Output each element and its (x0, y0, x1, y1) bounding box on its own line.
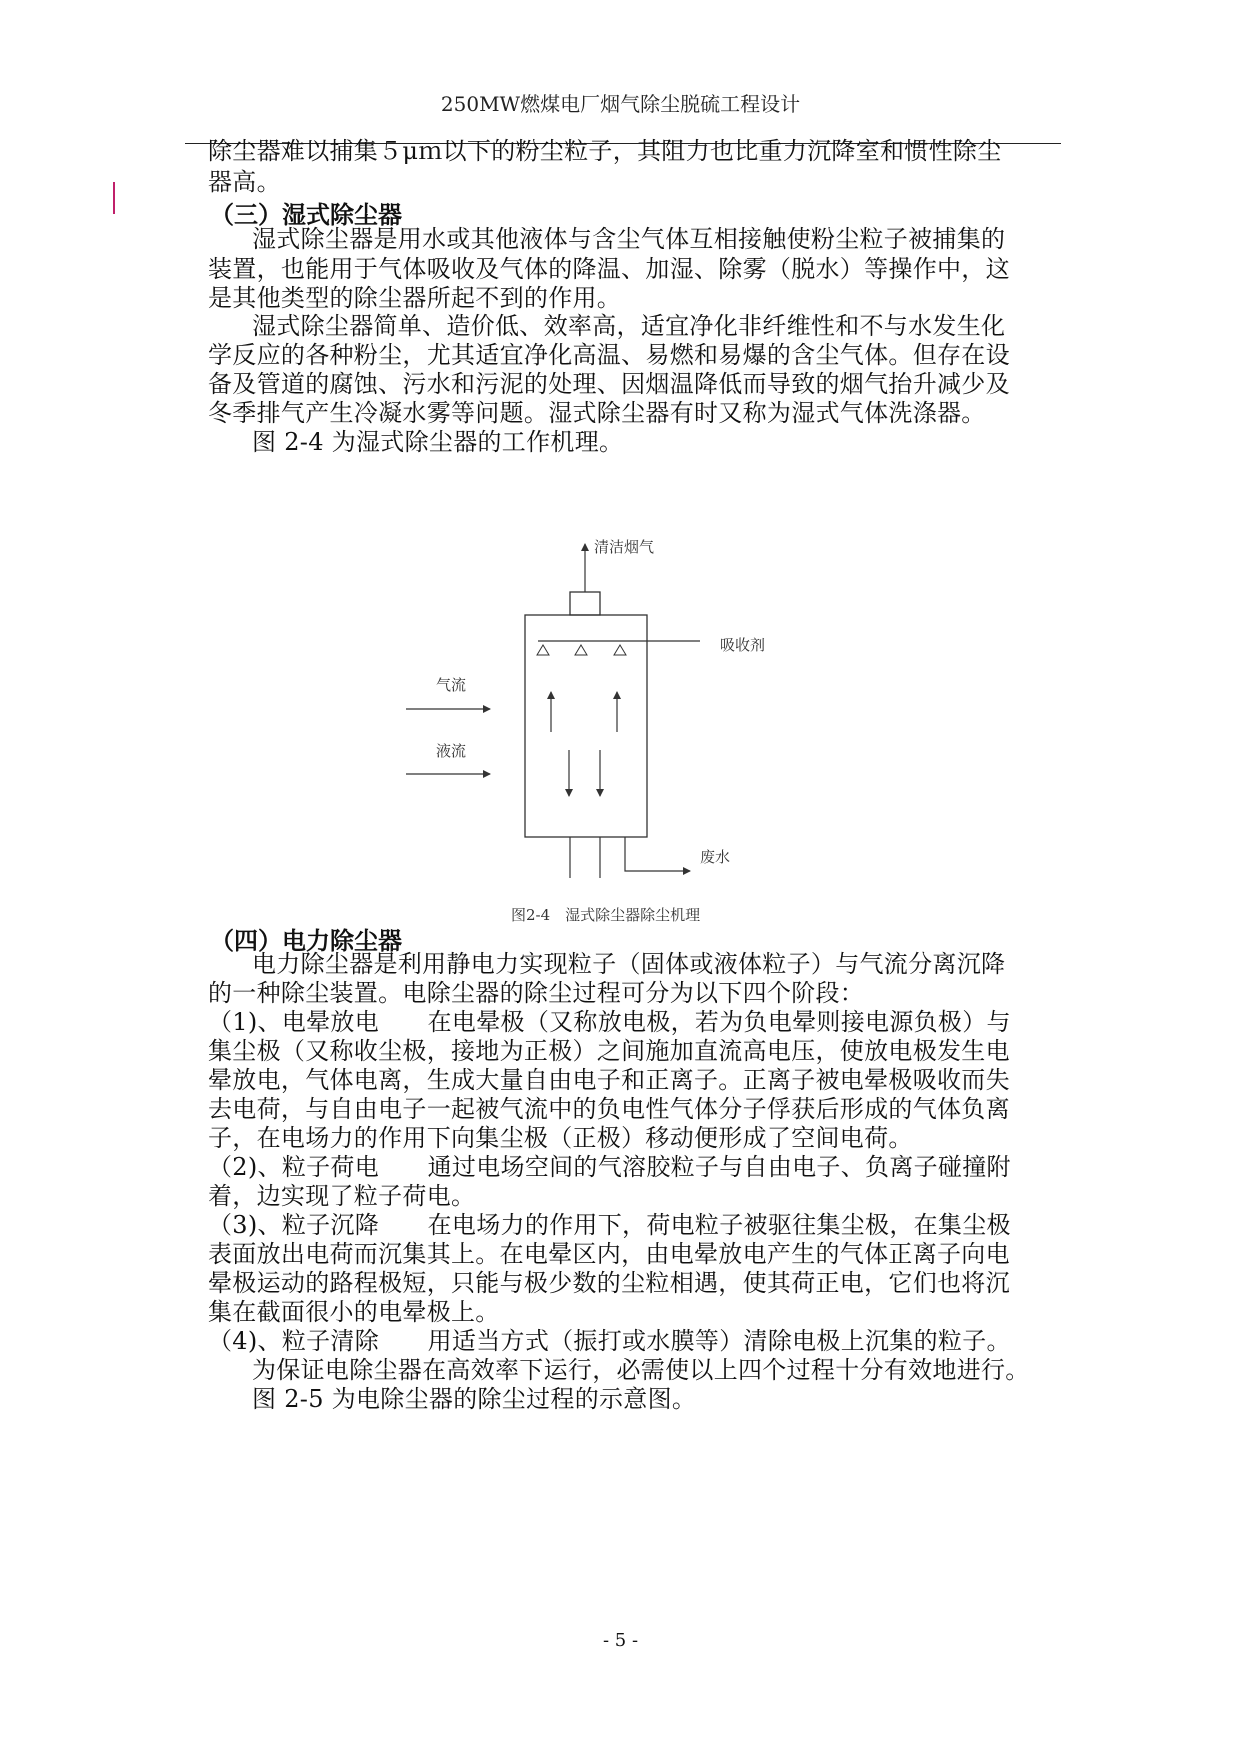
revision-mark (113, 182, 115, 214)
label-liquid-flow: 液流 (436, 742, 467, 760)
paragraph-line: 除尘器难以捕集５μｍ以下的粉尘粒子，其阻力也比重力沉降室和惯性除尘 (208, 137, 1002, 165)
stage-1-line: （1)、电晕放电 在电晕极（又称放电极，若为负电晕则接电源负极）与 (208, 1008, 1011, 1036)
paragraph-line: 学反应的各种粉尘，尤其适宜净化高温、易燃和易爆的含尘气体。但存在设 (208, 341, 1010, 369)
paragraph-line: 电力除尘器是利用静电力实现粒子（固体或液体粒子）与气流分离沉降 (252, 950, 1006, 978)
stage-3-line: （3)、粒子沉降 在电场力的作用下，荷电粒子被驱往集尘极，在集尘极 (208, 1211, 1011, 1239)
label-absorbent: 吸收剂 (720, 636, 766, 654)
wet-scrubber-diagram (436, 530, 880, 980)
spray-nozzle-icon (537, 645, 549, 655)
stage-1-line: 集尘极（又称收尘极，接地为正极）之间施加直流高电压，使放电极发生电 (208, 1037, 1010, 1065)
label-waste-water: 废水 (700, 848, 731, 866)
stage-1-line: 子，在电场力的作用下向集尘极（正极）移动便形成了空间电荷。 (208, 1124, 913, 1152)
paragraph-line: 湿式除尘器简单、造价低、效率高，适宜净化非纤维性和不与水发生化 (252, 312, 1006, 340)
stage-4-line: （4)、粒子清除 用适当方式（振打或水膜等）清除电极上沉集的粒子。 (208, 1327, 1011, 1355)
spray-nozzle-icon (614, 645, 626, 655)
label-gas-flow: 气流 (436, 676, 467, 694)
figure-reference: 图 2-5 为电除尘器的除尘过程的示意图。 (252, 1385, 697, 1413)
paragraph-line: 冬季排气产生冷凝水雾等问题。湿式除尘器有时又称为湿式气体洗涤器。 (208, 399, 986, 427)
paragraph-line: 为保证电除尘器在高效率下运行，必需使以上四个过程十分有效地进行。 (252, 1356, 1030, 1384)
stage-3-line: 表面放出电荷而沉集其上。在电晕区内，由电晕放电产生的气体正离子向电 (208, 1240, 1010, 1268)
waste-water-arrow (625, 837, 690, 871)
paragraph-line: 的一种除尘装置。电除尘器的除尘过程可分为以下四个阶段： (208, 979, 865, 1007)
paragraph-line: 备及管道的腐蚀、污水和污泥的处理、因烟温降低而导致的烟气抬升减少及 (208, 370, 1010, 398)
stage-1-line: 晕放电，气体电离，生成大量自由电子和正离子。正离子被电晕极吸收而失 (208, 1066, 1010, 1094)
figure-reference: 图 2-4 为湿式除尘器的工作机理。 (252, 428, 624, 456)
section-heading-wet-collector: （三）湿式除尘器 (210, 201, 402, 229)
figure-caption: 图2-4 湿式除尘器除尘机理 (511, 906, 701, 924)
label-clean-gas: 清洁烟气 (594, 538, 655, 556)
section-heading-electrostatic: （四）电力除尘器 (210, 927, 402, 955)
page-header-title: 250MW燃煤电厂烟气除尘脱硫工程设计 (440, 92, 801, 116)
spray-nozzle-icon (575, 645, 587, 655)
stage-3-line: 集在截面很小的电晕极上。 (208, 1298, 500, 1326)
paragraph-line: 器高。 (208, 168, 281, 196)
stage-3-line: 晕极运动的路程极短，只能与极少数的尘粒相遇，使其荷正电，它们也将沉 (208, 1269, 1010, 1297)
paragraph-line: 装置，也能用于气体吸收及气体的降温、加湿、除雾（脱水）等操作中，这 (208, 255, 1010, 283)
paragraph-line: 是其他类型的除尘器所起不到的作用。 (208, 284, 622, 312)
outlet-duct (570, 592, 600, 615)
stage-2-line: （2)、粒子荷电 通过电场空间的气溶胶粒子与自由电子、负离子碰撞附 (208, 1153, 1011, 1181)
paragraph-line: 湿式除尘器是用水或其他液体与含尘气体互相接触使粉尘粒子被捕集的 (252, 225, 1006, 253)
stage-1-line: 去电荷，与自由电子一起被气流中的负电性气体分子俘获后形成的气体负离 (208, 1095, 1010, 1123)
scrubber-vessel (525, 615, 647, 837)
stage-2-line: 着，边实现了粒子荷电。 (208, 1182, 476, 1210)
page-number: - 5 - (602, 1630, 639, 1651)
